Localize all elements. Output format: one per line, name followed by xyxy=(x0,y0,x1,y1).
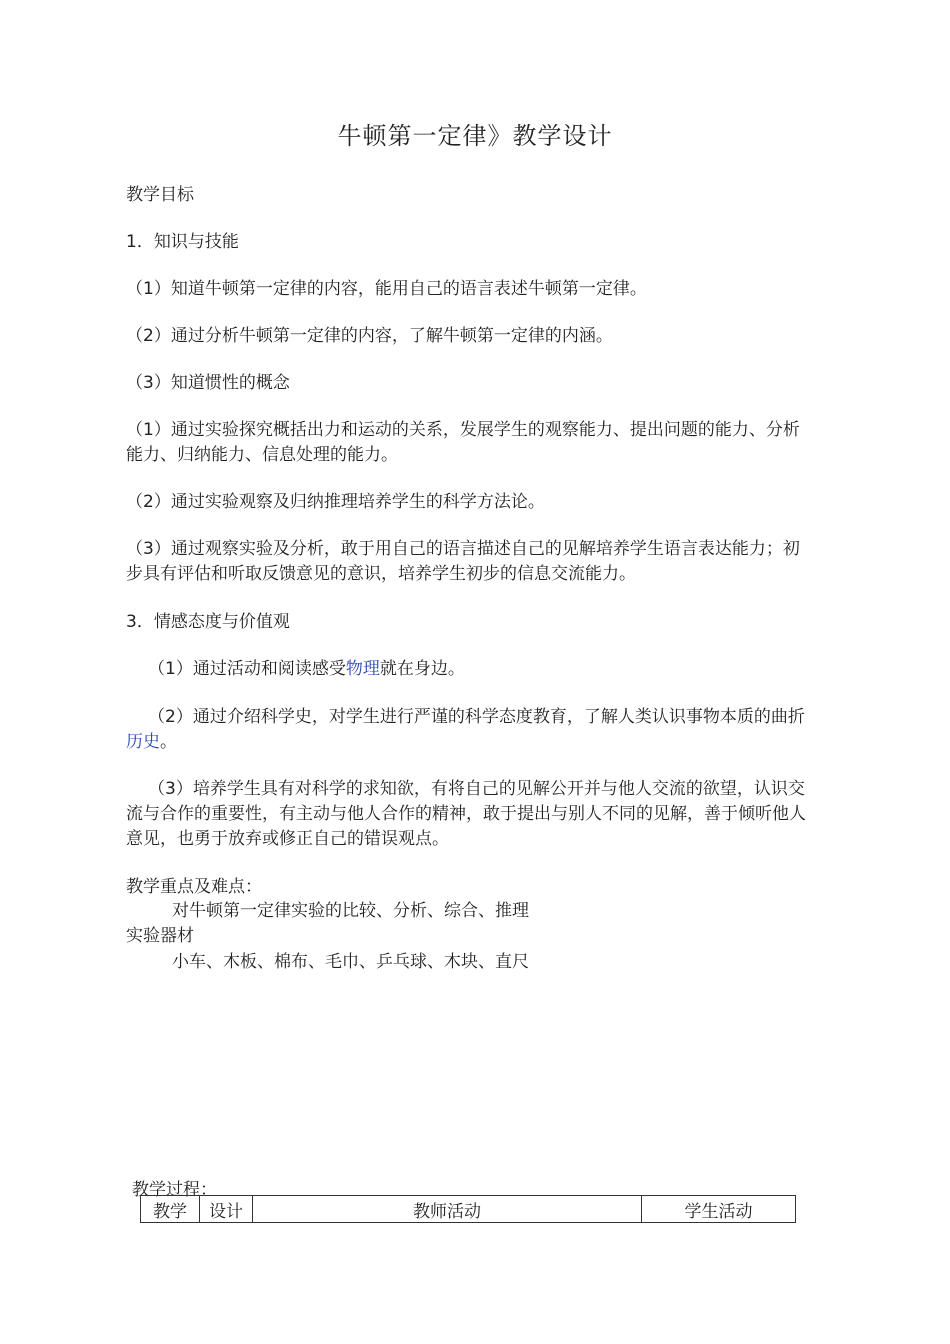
knowledge-heading: 1．知识与技能 xyxy=(126,232,239,252)
table-header-cell: 学生活动 xyxy=(642,1196,796,1223)
teaching-process-table xyxy=(140,1195,796,1223)
materials-content: 小车、木板、棉布、毛巾、乒乓球、木块、直尺 xyxy=(172,952,529,972)
emotion-item-1-tail: 就在身边。 xyxy=(379,659,465,679)
objectives-heading: 教学目标 xyxy=(126,185,194,205)
materials-heading: 实验器材 xyxy=(126,926,194,946)
link-physics[interactable]: 物理 xyxy=(345,659,380,679)
emotion-item-2 xyxy=(126,705,816,755)
knowledge-item-2: （2）通过分析牛顿第一定律的内容，了解牛顿第一定律的内涵。 xyxy=(126,326,613,346)
key-points-heading: 教学重点及难点： xyxy=(126,877,262,897)
process-item-1: （1）通过实验探究概括出力和运动的关系，发展学生的观察能力、提出问题的能力、分析能力、归纳能力、信息处理的能力。 xyxy=(126,420,800,465)
table-header-cell: 设计 xyxy=(200,1196,253,1223)
link-history[interactable]: 历史 xyxy=(126,732,160,752)
knowledge-item-1: （1）知道牛顿第一定律的内容，能用自己的语言表述牛顿第一定律。 xyxy=(126,279,647,299)
emotion-item-1 xyxy=(126,657,816,682)
document-title: 牛顿第一定律》教学设计 xyxy=(337,122,613,150)
table-header-cell: 教学 xyxy=(141,1196,200,1223)
process-item-3: （3）通过观察实验及分析，敢于用自己的语言描述自己的见解培养学生语言表达能力；初步具有评估和听取反馈意见的意识，培养学生初步的信息交流能力。 xyxy=(126,539,800,584)
key-points-content: 对牛顿第一定律实验的比较、分析、综合、推理 xyxy=(172,901,529,921)
process-item-2: （2）通过实验观察及归纳推理培养学生的科学方法论。 xyxy=(126,492,545,512)
knowledge-item-3: （3）知道惯性的概念 xyxy=(126,373,290,393)
emotion-item-2-text: （2）通过介绍科学史，对学生进行严谨的科学态度教育，了解人类认识事物本质的曲折 xyxy=(148,707,805,727)
emotion-heading: 3．情感态度与价值观 xyxy=(126,612,290,632)
emotion-item-3: （3）培养学生具有对科学的求知欲，有将自己的见解公开并与他人交流的欲望，认识交流与合作的重要性，有主动与他人合作的精神，敢于提出与别人不同的见解，善于倾听他人意见，也勇于放弃或修正自己的错误观点。 xyxy=(126,779,806,849)
table-header-row xyxy=(141,1196,796,1223)
emotion-item-2-tail: 。 xyxy=(160,732,177,752)
table-header-cell: 教师活动 xyxy=(253,1196,642,1223)
emotion-item-1-text: （1）通过活动和阅读感受 xyxy=(148,659,346,679)
teaching-process-label: 教学过程： xyxy=(132,1180,217,1200)
